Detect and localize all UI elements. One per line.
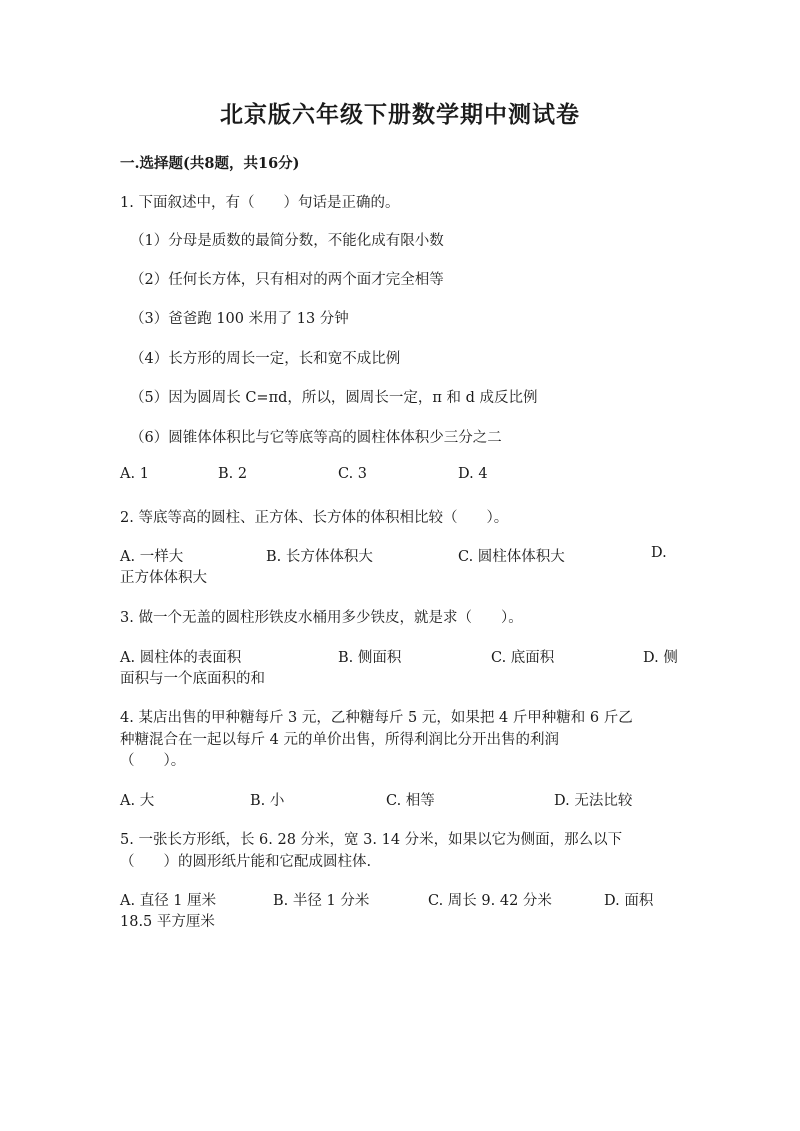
question-3-option-b: B. 侧面积 [338,650,402,666]
question-3-option-a: A. 圆柱体的表面积 [120,650,242,666]
question-4-stem-line-1: 4. 某店出售的甲种糖每斤 3 元，乙种糖每斤 5 元，如果把 4 斤甲种糖和 6 斤乙 [120,710,633,726]
question-3-option-d: D. 侧 [643,650,678,666]
question-1-statement-3: （3）爸爸跑 100 米用了 13 分钟 [130,311,349,327]
question-3-option-d-continued: 面积与一个底面积的和 [120,671,265,687]
question-2-option-c: C. 圆柱体体积大 [458,549,565,565]
question-5-stem-line-2: （ ）的圆形纸片能和它配成圆柱体. [120,854,372,870]
question-5-option-d-continued: 18.5 平方厘米 [120,914,215,930]
question-4-stem-line-3: （ ）。 [120,753,186,769]
question-4-stem-line-2: 种糖混合在一起以每斤 4 元的单价出售，所得利润比分开出售的利润 [120,732,559,748]
question-1-option-c: C. 3 [338,466,368,482]
page-title: 北京版六年级下册数学期中测试卷 [220,101,580,128]
question-1-statement-2: （2）任何长方体，只有相对的两个面才完全相等 [130,272,444,288]
section-heading: 一.选择题(共8题，共16分) [120,155,300,172]
question-5-option-c: C. 周长 9. 42 分米 [428,893,552,909]
question-5-option-d: D. 面积 [604,893,654,909]
question-2-option-d-continued: 正方体体积大 [120,570,207,586]
question-1-statement-6: （6）圆锥体体积比与它等底等高的圆柱体体积少三分之二 [130,430,502,446]
question-2-stem: 2. 等底等高的圆柱、正方体、长方体的体积相比较（ ）。 [120,510,509,526]
question-5-stem-line-1: 5. 一张长方形纸，长 6. 28 分米，宽 3. 14 分米，如果以它为侧面，那么以下 [120,832,623,848]
question-5-option-a: A. 直径 1 厘米 [120,893,217,909]
question-2-option-a: A. 一样大 [120,549,184,565]
question-3-stem: 3. 做一个无盖的圆柱形铁皮水桶用多少铁皮，就是求（ ）。 [120,610,523,626]
question-5-option-b: B. 半径 1 分米 [273,893,370,909]
question-1-option-a: A. 1 [120,466,149,482]
question-2-option-d: D. [651,545,667,561]
question-4-option-b: B. 小 [250,793,285,809]
question-2-option-b: B. 长方体体积大 [266,549,373,565]
question-4-option-a: A. 大 [120,793,155,809]
question-4-option-d: D. 无法比较 [554,793,633,809]
question-3-option-c: C. 底面积 [491,650,555,666]
question-1-option-d: D. 4 [458,466,488,482]
question-1-statement-5: （5）因为圆周长 C=πd，所以，圆周长一定，π 和 d 成反比例 [130,390,538,406]
question-1-option-b: B. 2 [218,466,248,482]
question-1-statement-4: （4）长方形的周长一定，长和宽不成比例 [130,351,401,367]
question-1-statement-1: （1）分母是质数的最简分数，不能化成有限小数 [130,233,444,249]
question-1-stem: 1. 下面叙述中，有（ ）句话是正确的。 [120,195,400,211]
question-4-option-c: C. 相等 [386,793,435,809]
